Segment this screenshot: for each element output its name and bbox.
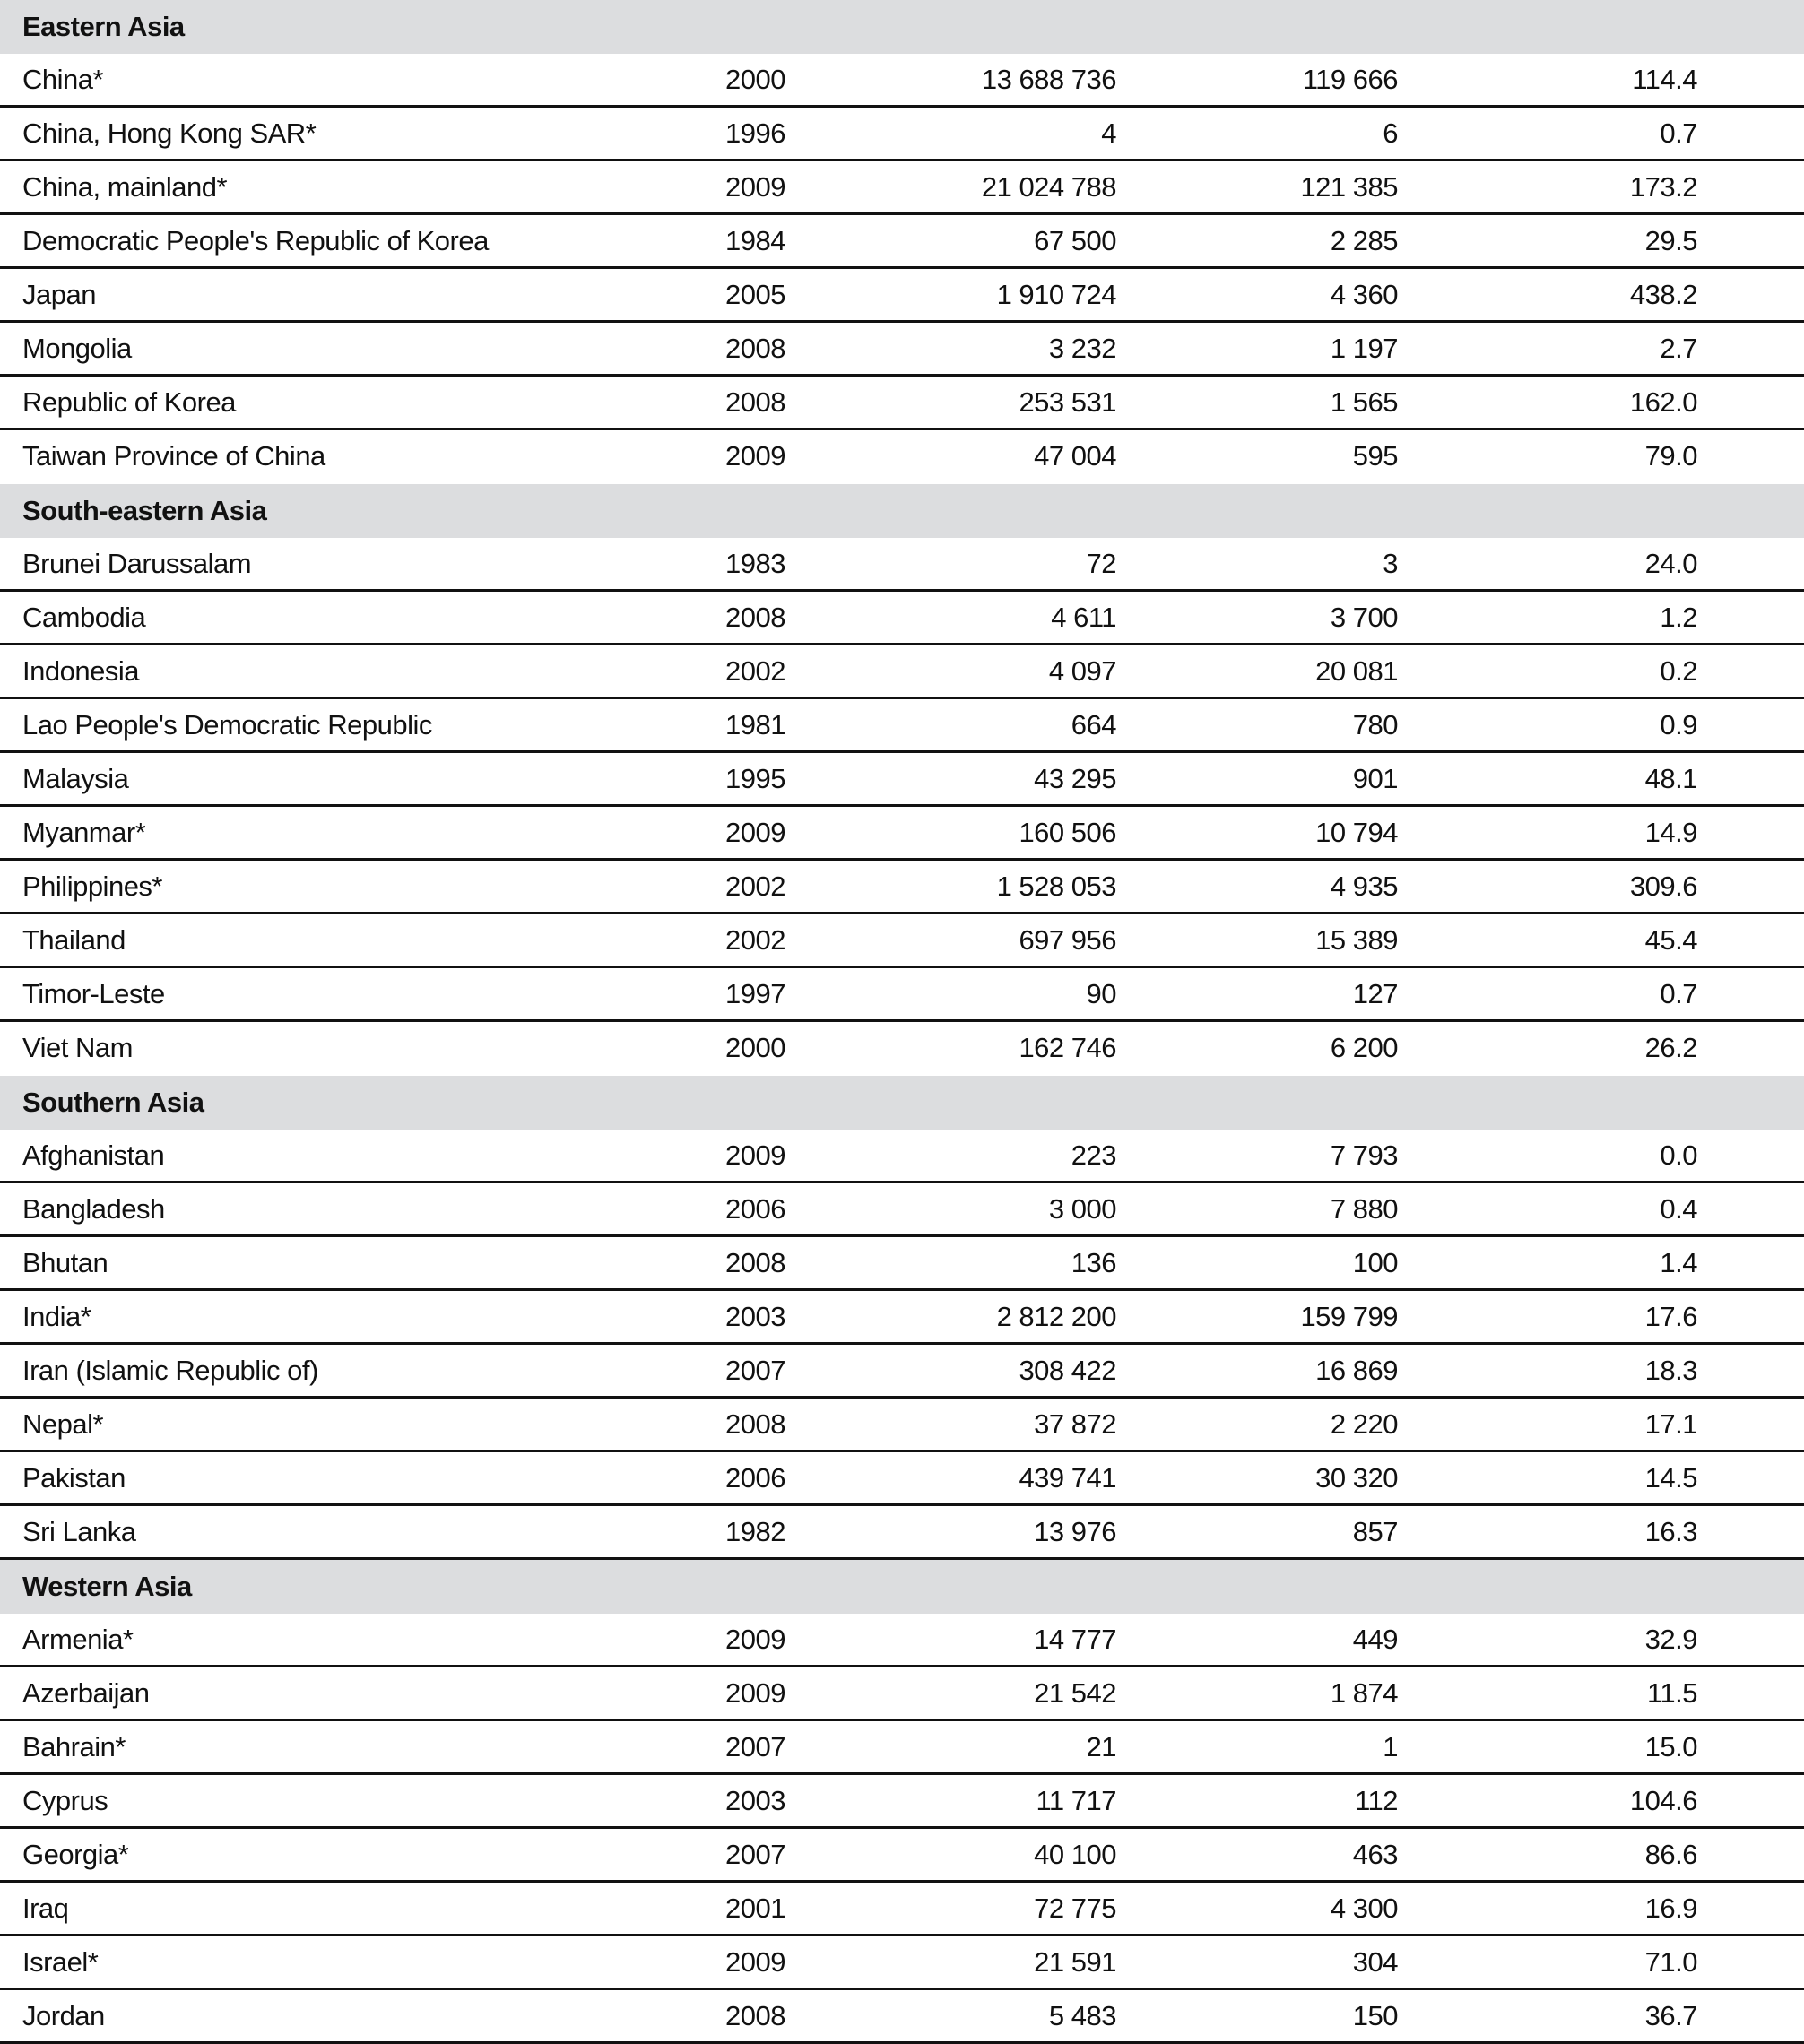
value-cell: 3 000	[1048, 1193, 1116, 1225]
value-cell: 3	[1383, 548, 1398, 579]
year-cell: 2009	[725, 1139, 785, 1171]
table-row	[0, 914, 1804, 968]
ratio-cell: 0.7	[1660, 978, 1697, 1009]
year-cell: 2008	[725, 1408, 785, 1440]
value-cell: 90	[1086, 978, 1116, 1009]
ratio-cell: 309.6	[1629, 870, 1697, 902]
value-cell: 13 688 736	[981, 64, 1116, 95]
year-cell: 2008	[725, 2000, 785, 2031]
table-row	[0, 430, 1804, 484]
year-cell: 2009	[725, 1946, 785, 1978]
value-cell: 1 197	[1330, 333, 1398, 364]
country-name: Armenia*	[22, 1624, 134, 1655]
country-name: China*	[22, 64, 104, 95]
ratio-cell: 26.2	[1644, 1032, 1697, 1063]
value-cell: 1 874	[1330, 1677, 1398, 1709]
country-name: Israel*	[22, 1946, 99, 1978]
value-cell: 4 097	[1048, 655, 1116, 687]
country-name: Bahrain*	[22, 1731, 126, 1763]
value-cell: 7 880	[1330, 1193, 1398, 1225]
country-name: Georgia*	[22, 1839, 129, 1870]
year-cell: 2008	[725, 386, 785, 418]
value-cell: 4 611	[1051, 602, 1116, 633]
value-cell: 43 295	[1034, 763, 1116, 794]
ratio-cell: 29.5	[1644, 225, 1697, 256]
value-cell: 121 385	[1300, 171, 1398, 203]
year-cell: 2003	[725, 1785, 785, 1816]
country-name: Myanmar*	[22, 817, 146, 848]
value-cell: 2 220	[1330, 1408, 1398, 1440]
value-cell: 37 872	[1034, 1408, 1116, 1440]
value-cell: 697 956	[1019, 924, 1116, 956]
value-cell: 2 285	[1330, 225, 1398, 256]
value-cell: 253 531	[1019, 386, 1116, 418]
year-cell: 2003	[725, 1301, 785, 1332]
ratio-cell: 36.7	[1644, 2000, 1697, 2031]
value-cell: 30 320	[1315, 1462, 1398, 1494]
table-row	[0, 1936, 1804, 1990]
year-cell: 2007	[725, 1355, 785, 1386]
year-cell: 2002	[725, 655, 785, 687]
year-cell: 2008	[725, 1247, 785, 1278]
table-row	[0, 753, 1804, 807]
value-cell: 6 200	[1330, 1032, 1398, 1063]
value-cell: 14 777	[1034, 1624, 1116, 1655]
country-name: Indonesia	[22, 655, 139, 687]
table-row	[0, 269, 1804, 323]
country-name: Taiwan Province of China	[22, 440, 325, 472]
country-name: India*	[22, 1301, 91, 1332]
value-cell: 780	[1352, 709, 1398, 741]
section-title: Western Asia	[22, 1571, 192, 1602]
country-name: China, Hong Kong SAR*	[22, 117, 317, 149]
year-cell: 2009	[725, 1677, 785, 1709]
value-cell: 1 565	[1330, 386, 1398, 418]
value-cell: 16 869	[1315, 1355, 1398, 1386]
country-name: Iraq	[22, 1892, 69, 1924]
year-cell: 2009	[725, 817, 785, 848]
year-cell: 1984	[725, 225, 785, 256]
ratio-cell: 1.4	[1660, 1247, 1697, 1278]
country-name: Bangladesh	[22, 1193, 165, 1225]
table-row	[0, 161, 1804, 215]
value-cell: 159 799	[1300, 1301, 1398, 1332]
table-row	[0, 861, 1804, 914]
section-header	[0, 0, 1804, 54]
value-cell: 304	[1352, 1946, 1398, 1978]
table-row	[0, 1345, 1804, 1399]
table-row	[0, 1883, 1804, 1936]
year-cell: 1982	[725, 1516, 785, 1547]
ratio-cell: 438.2	[1629, 279, 1697, 310]
value-cell: 1 910 724	[996, 279, 1116, 310]
year-cell: 1995	[725, 763, 785, 794]
value-cell: 11 717	[1036, 1785, 1116, 1816]
country-name: Philippines*	[22, 870, 162, 902]
ratio-cell: 162.0	[1629, 386, 1697, 418]
year-cell: 1996	[725, 117, 785, 149]
table-row	[0, 215, 1804, 269]
table-row	[0, 1990, 1804, 2044]
section-header	[0, 1076, 1804, 1130]
table-row	[0, 699, 1804, 753]
ratio-cell: 0.2	[1660, 655, 1697, 687]
ratio-cell: 71.0	[1644, 1946, 1697, 1978]
table-row	[0, 1829, 1804, 1883]
table-row	[0, 1614, 1804, 1667]
ratio-cell: 104.6	[1629, 1785, 1697, 1816]
year-cell: 2006	[725, 1193, 785, 1225]
ratio-cell: 114.4	[1632, 64, 1697, 95]
value-cell: 47 004	[1034, 440, 1116, 472]
value-cell: 857	[1352, 1516, 1398, 1547]
value-cell: 439 741	[1019, 1462, 1116, 1494]
value-cell: 150	[1352, 2000, 1398, 2031]
value-cell: 3 700	[1330, 602, 1398, 633]
year-cell: 2005	[725, 279, 785, 310]
value-cell: 10 794	[1315, 817, 1398, 848]
value-cell: 463	[1352, 1839, 1398, 1870]
ratio-cell: 16.3	[1644, 1516, 1697, 1547]
year-cell: 2009	[725, 440, 785, 472]
ratio-cell: 11.5	[1646, 1677, 1697, 1709]
year-cell: 2001	[725, 1892, 785, 1924]
table-row	[0, 1237, 1804, 1291]
ratio-cell: 45.4	[1644, 924, 1697, 956]
section-header	[0, 1560, 1804, 1614]
value-cell: 223	[1071, 1139, 1116, 1171]
country-name: Bhutan	[22, 1247, 108, 1278]
value-cell: 21 542	[1034, 1677, 1116, 1709]
table-row	[0, 1399, 1804, 1452]
value-cell: 67 500	[1034, 225, 1116, 256]
value-cell: 4 300	[1330, 1892, 1398, 1924]
value-cell: 2 812 200	[996, 1301, 1116, 1332]
year-cell: 2002	[725, 870, 785, 902]
value-cell: 901	[1352, 763, 1398, 794]
value-cell: 1	[1383, 1731, 1398, 1763]
year-cell: 2007	[725, 1839, 785, 1870]
ratio-cell: 17.1	[1644, 1408, 1697, 1440]
value-cell: 664	[1071, 709, 1116, 741]
ratio-cell: 2.7	[1660, 333, 1697, 364]
value-cell: 6	[1383, 117, 1398, 149]
country-name: Cambodia	[22, 602, 146, 633]
table-row	[0, 323, 1804, 377]
ratio-cell: 48.1	[1644, 763, 1697, 794]
ratio-cell: 0.9	[1660, 709, 1697, 741]
country-name: Brunei Darussalam	[22, 548, 252, 579]
value-cell: 20 081	[1315, 655, 1398, 687]
year-cell: 2006	[725, 1462, 785, 1494]
value-cell: 4 935	[1330, 870, 1398, 902]
ratio-cell: 16.9	[1644, 1892, 1697, 1924]
ratio-cell: 173.2	[1629, 171, 1697, 203]
year-cell: 1983	[725, 548, 785, 579]
table-row	[0, 1183, 1804, 1237]
country-name: Pakistan	[22, 1462, 126, 1494]
ratio-cell: 79.0	[1644, 440, 1697, 472]
country-name: Afghanistan	[22, 1139, 165, 1171]
table-row	[0, 1721, 1804, 1775]
value-cell: 162 746	[1019, 1032, 1116, 1063]
year-cell: 1997	[725, 978, 785, 1009]
value-cell: 1 528 053	[996, 870, 1116, 902]
country-name: China, mainland*	[22, 171, 228, 203]
table-row	[0, 592, 1804, 645]
year-cell: 2007	[725, 1731, 785, 1763]
value-cell: 4	[1101, 117, 1116, 149]
ratio-cell: 0.7	[1660, 117, 1697, 149]
value-cell: 21 591	[1034, 1946, 1116, 1978]
value-cell: 72 775	[1034, 1892, 1116, 1924]
section-title: Southern Asia	[22, 1087, 204, 1118]
country-name: Iran (Islamic Republic of)	[22, 1355, 318, 1386]
value-cell: 595	[1352, 440, 1398, 472]
year-cell: 2000	[725, 64, 785, 95]
ratio-cell: 86.6	[1644, 1839, 1697, 1870]
table-row	[0, 645, 1804, 699]
ratio-cell: 0.0	[1660, 1139, 1697, 1171]
country-name: Jordan	[22, 2000, 105, 2031]
country-name: Sri Lanka	[22, 1516, 136, 1547]
year-cell: 2002	[725, 924, 785, 956]
year-cell: 1981	[725, 709, 785, 741]
country-name: Azerbaijan	[22, 1677, 150, 1709]
ratio-cell: 24.0	[1644, 548, 1697, 579]
ratio-cell: 0.4	[1660, 1193, 1697, 1225]
table-row	[0, 1667, 1804, 1721]
year-cell: 2008	[725, 602, 785, 633]
table-row	[0, 538, 1804, 592]
section-title: Eastern Asia	[22, 11, 185, 42]
value-cell: 112	[1355, 1785, 1398, 1816]
table-row	[0, 1775, 1804, 1829]
value-cell: 72	[1086, 548, 1116, 579]
value-cell: 7 793	[1330, 1139, 1398, 1171]
ratio-cell: 32.9	[1644, 1624, 1697, 1655]
table-row	[0, 1130, 1804, 1183]
country-name: Nepal*	[22, 1408, 104, 1440]
country-name: Viet Nam	[22, 1032, 133, 1063]
year-cell: 2000	[725, 1032, 785, 1063]
country-name: Japan	[22, 279, 96, 310]
year-cell: 2008	[725, 333, 785, 364]
value-cell: 119 666	[1302, 64, 1398, 95]
table-row	[0, 54, 1804, 108]
country-name: Timor-Leste	[22, 978, 165, 1009]
year-cell: 2009	[725, 171, 785, 203]
country-name: Cyprus	[22, 1785, 108, 1816]
table-row	[0, 807, 1804, 861]
country-name: Democratic People's Republic of Korea	[22, 225, 489, 256]
ratio-cell: 14.5	[1644, 1462, 1697, 1494]
ratio-cell: 14.9	[1644, 817, 1697, 848]
ratio-cell: 17.6	[1644, 1301, 1697, 1332]
country-name: Lao People's Democratic Republic	[22, 709, 432, 741]
value-cell: 449	[1352, 1624, 1398, 1655]
year-cell: 2009	[725, 1624, 785, 1655]
value-cell: 100	[1352, 1247, 1398, 1278]
table-row	[0, 108, 1804, 161]
ratio-cell: 18.3	[1644, 1355, 1697, 1386]
value-cell: 3 232	[1048, 333, 1116, 364]
value-cell: 308 422	[1019, 1355, 1116, 1386]
country-name: Thailand	[22, 924, 126, 956]
value-cell: 136	[1071, 1247, 1116, 1278]
country-name: Mongolia	[22, 333, 132, 364]
value-cell: 40 100	[1034, 1839, 1116, 1870]
ratio-cell: 1.2	[1660, 602, 1697, 633]
table-row	[0, 1506, 1804, 1560]
value-cell: 4 360	[1330, 279, 1398, 310]
value-cell: 127	[1352, 978, 1398, 1009]
value-cell: 5 483	[1048, 2000, 1116, 2031]
value-cell: 15 389	[1315, 924, 1398, 956]
table-row	[0, 1022, 1804, 1076]
value-cell: 21	[1086, 1731, 1116, 1763]
value-cell: 160 506	[1019, 817, 1116, 848]
table-row	[0, 1291, 1804, 1345]
country-name: Republic of Korea	[22, 386, 236, 418]
table-row	[0, 1452, 1804, 1506]
section-title: South-eastern Asia	[22, 495, 267, 526]
table-row	[0, 968, 1804, 1022]
country-name: Malaysia	[22, 763, 129, 794]
value-cell: 21 024 788	[981, 171, 1116, 203]
value-cell: 13 976	[1034, 1516, 1116, 1547]
ratio-cell: 15.0	[1644, 1731, 1697, 1763]
section-header	[0, 484, 1804, 538]
table-row	[0, 377, 1804, 430]
